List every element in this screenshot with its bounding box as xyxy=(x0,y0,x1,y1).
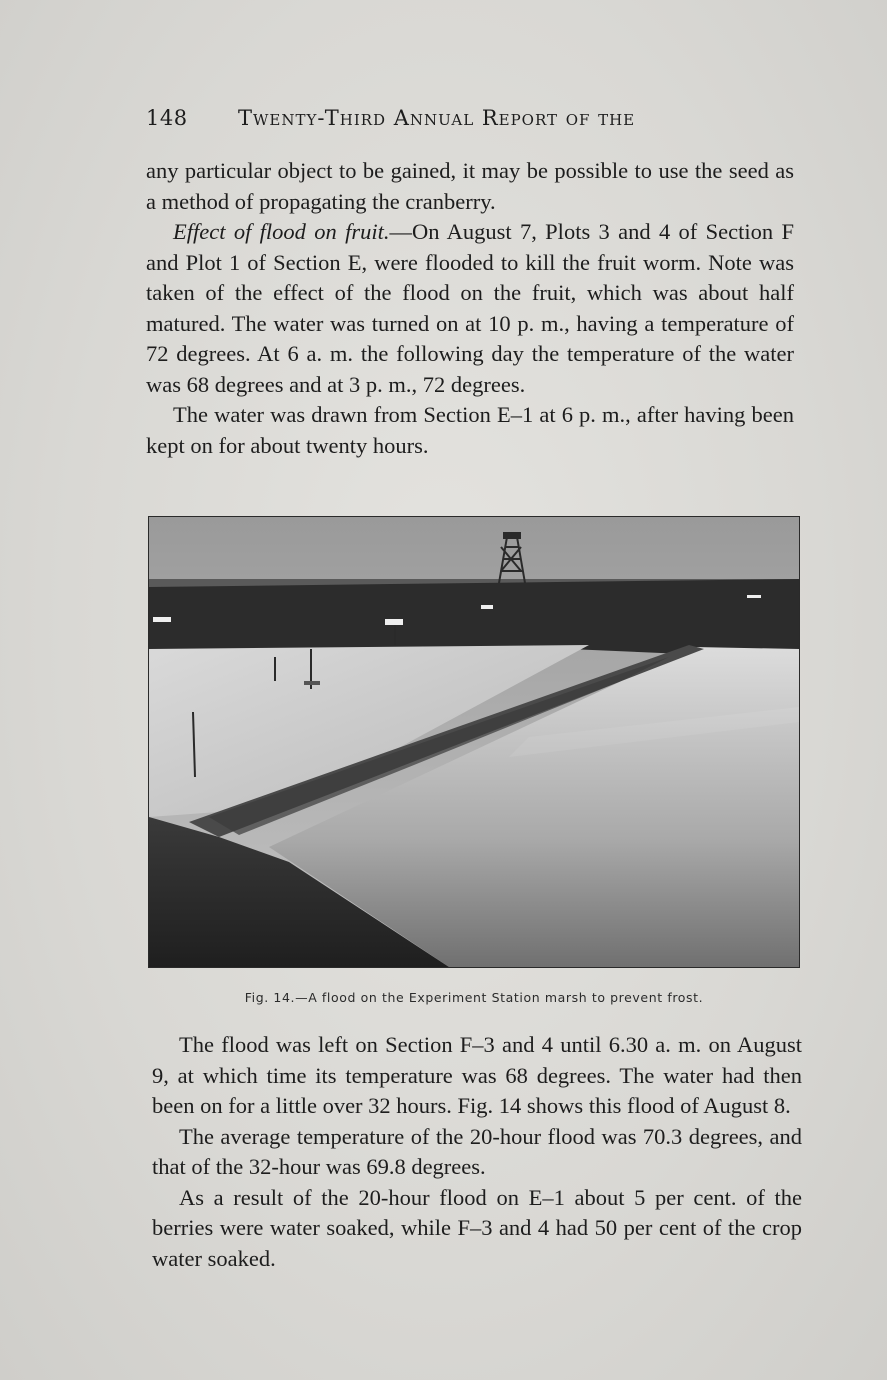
paragraph-flood-duration: The flood was left on Section F–3 and 4 until 6.30 a. m. on August 9, at which time its temperature was 68 degrees. The water had then been on for a little over 32 hours. Fig. 14 shows this flood of August 8. xyxy=(152,1032,802,1118)
paragraph-continuation: any particular object to be gained, it may be possible to use the seed as a method of propagating the cranberry. xyxy=(146,158,794,214)
running-title: Twenty-Third Annual Report of the xyxy=(238,106,636,130)
bottom-text-block xyxy=(152,1030,802,1274)
section-heading-flood-effect: Effect of flood on fruit. xyxy=(173,219,390,244)
paragraph-result: As a result of the 20-hour flood on E–1 about 5 per cent. of the berries were water soaked, while F–3 and 4 had 50 per cent of the crop water soaked. xyxy=(152,1184,802,1271)
paragraph-water-drawn: The water was drawn from Section E–1 at 6 p. m., after having been kept on for about twenty hours. xyxy=(146,402,794,458)
flood-photograph xyxy=(148,516,800,968)
paragraph-flood-effect xyxy=(146,217,794,400)
top-text-block xyxy=(146,156,794,461)
running-header xyxy=(146,106,706,130)
paragraph-average-temperature: The average temperature of the 20-hour flood was 70.3 degrees, and that of the 32-hour was 69.8 degrees. xyxy=(152,1123,802,1179)
page-number: 148 xyxy=(146,106,188,130)
paragraph-flood-effect-body: —On August 7, Plots 3 and 4 of Section F and Plot 1 of Section E, were flooded to kill the fruit worm. Note was taken of the effect of the flood on the fruit, which was about half matured. The water was turned on at 10 p. m., having a temperature of 72 degrees. At 6 a. m. the following day the temperature of the water was 68 degrees and at 3 p. m., 72 degrees. xyxy=(146,219,794,397)
figure-caption: Fig. 14.—A flood on the Experiment Station marsh to prevent frost. xyxy=(244,990,704,1005)
